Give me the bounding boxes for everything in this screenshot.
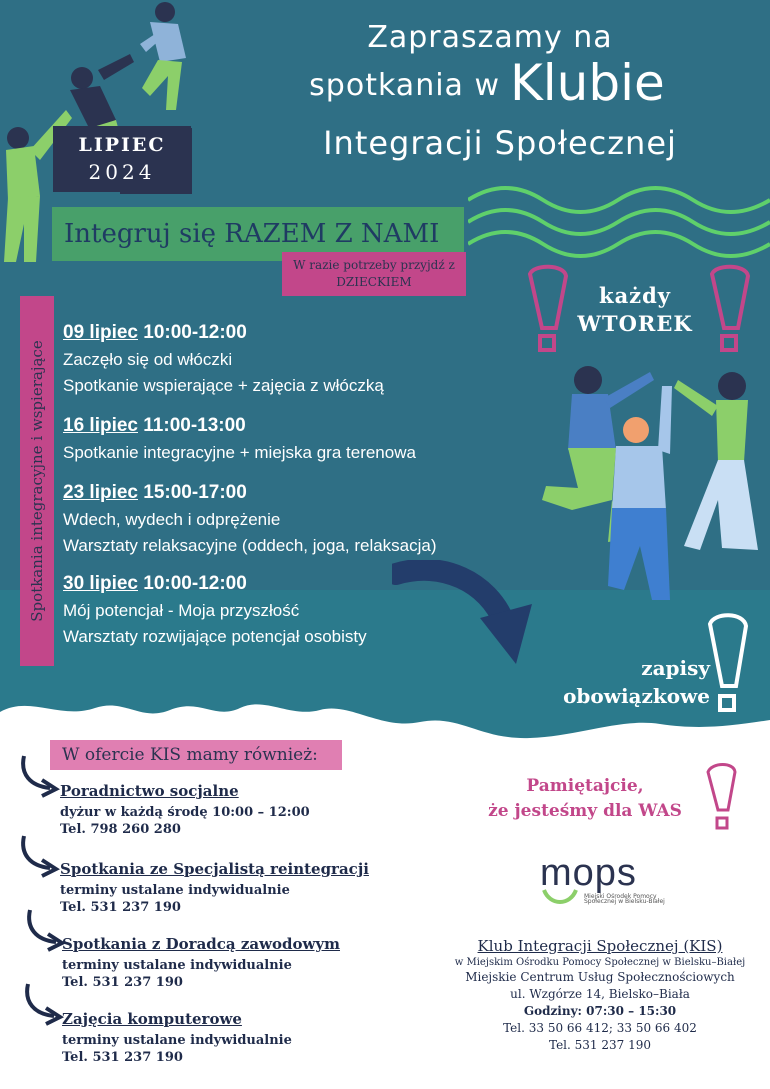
curved-arrow-icon <box>16 832 60 878</box>
green-waves-decoration <box>468 180 770 260</box>
event-line: Warsztaty rozwijające potencjał osobisty <box>63 627 367 646</box>
weekly-line-1: każdy <box>599 283 671 308</box>
signup-line-1: zapisy <box>641 656 710 680</box>
contact-block <box>440 937 760 1053</box>
event-time: 10:00-12:00 <box>143 573 247 594</box>
offer-item-title: Spotkania ze Specjalistą reintegracji <box>60 860 369 878</box>
address: ul. Wzgórze 14, Bielsko–Biała <box>510 987 690 1001</box>
offer-item-title: Spotkania z Doradcą zawodowym <box>62 935 340 953</box>
offer-item <box>60 782 310 837</box>
month-badge <box>53 126 191 192</box>
side-label-bar <box>20 296 54 666</box>
reminder-line-2: że jesteśmy dla WAS <box>488 801 682 821</box>
curved-arrow-icon <box>20 980 64 1026</box>
event-4 <box>63 573 367 647</box>
offer-item <box>62 1010 292 1065</box>
club-location: w Miejskim Ośrodku Pomocy Społecznej w Bielsku–Białej <box>454 957 746 968</box>
event-line: Warsztaty relaksacyjne (oddech, joga, relaksacja) <box>63 536 437 555</box>
signup-line-2: obowiązkowe <box>563 684 710 708</box>
title-line-2b: Klubie <box>510 54 665 112</box>
exclamation-icon <box>704 762 738 834</box>
offer-item-phone: Tel. 531 237 190 <box>60 900 181 915</box>
event-time: 15:00-17:00 <box>143 482 247 503</box>
curved-arrow-icon <box>16 752 60 798</box>
event-line: Spotkanie integracyjne + miejska gra terenowa <box>63 443 416 462</box>
mops-logo-sub-1: Miejski Ośrodek Pomocy <box>584 893 657 900</box>
exclamation-icon <box>704 264 754 356</box>
event-date: 09 lipiec <box>63 322 138 343</box>
event-date: 30 lipiec <box>63 573 138 594</box>
title-line-2a: spotkania w <box>309 68 500 103</box>
event-line: Wdech, wydech i odprężenie <box>63 510 281 529</box>
phone-number: Tel. 531 237 190 <box>549 1038 651 1052</box>
event-3 <box>63 482 437 556</box>
event-time: 10:00-12:00 <box>143 322 247 343</box>
offer-item-title: Poradnictwo socjalne <box>60 782 239 800</box>
offer-item-phone: Tel. 531 237 190 <box>62 975 183 990</box>
event-2 <box>63 415 416 463</box>
month-label: LIPIEC <box>78 134 166 156</box>
offer-item <box>62 935 340 990</box>
weekly-note <box>560 282 710 338</box>
offer-item-detail: dyżur w każdą środę 10:00 – 12:00 <box>60 805 310 820</box>
event-1 <box>63 322 384 396</box>
offer-item-title: Zajęcia komputerowe <box>62 1010 242 1028</box>
club-name: Klub Integracji Społecznej (KIS) <box>477 937 723 955</box>
event-line: Zaczęło się od włóczki <box>63 350 233 369</box>
together-banner: Integruj się RAZEM Z NAMI <box>52 207 464 261</box>
exclamation-icon <box>704 612 750 722</box>
offer-heading: W ofercie KIS mamy również: <box>50 740 342 770</box>
title-line-3: Integracji Społecznej <box>323 124 677 162</box>
event-line: Spotkanie wspierające + zajęcia z włóczką <box>63 376 384 395</box>
signup-note <box>510 654 710 710</box>
mops-logo-smile-icon <box>540 886 580 908</box>
weekly-line-2: WTOREK <box>577 311 693 336</box>
event-time: 11:00-13:00 <box>143 415 246 436</box>
offer-item-detail: terminy ustalane indywidualnie <box>62 958 292 973</box>
offer-item-phone: Tel. 798 260 280 <box>60 822 181 837</box>
year-label: 2024 <box>88 160 156 184</box>
offer-item-phone: Tel. 531 237 190 <box>62 1050 183 1065</box>
event-date: 16 lipiec <box>63 415 138 436</box>
children-note: W razie potrzeby przyjdź z DZIECKIEM <box>282 252 466 296</box>
offer-item <box>60 860 369 915</box>
phone-numbers: Tel. 33 50 66 412; 33 50 66 402 <box>503 1021 697 1035</box>
opening-hours: Godziny: 07:30 – 15:30 <box>523 1004 677 1018</box>
reminder-note <box>460 774 710 824</box>
offer-item-detail: terminy ustalane indywidualnie <box>60 883 290 898</box>
center-name: Miejskie Centrum Usług Społecznościowych <box>465 970 735 984</box>
mops-logo-word: mops <box>540 852 637 894</box>
event-line: Mój potencjał - Moja przyszłość <box>63 601 300 620</box>
offer-item-detail: terminy ustalane indywidualnie <box>62 1033 292 1048</box>
event-date: 23 lipiec <box>63 482 138 503</box>
high-five-people-illustration <box>512 350 770 620</box>
side-label: Spotkania integracyjne i wspierające <box>28 340 46 622</box>
mops-logo-sub-2: Społecznej w Bielsku-Białej <box>584 898 665 905</box>
title-line-1: Zapraszamy na <box>367 20 613 55</box>
reminder-line-1: Pamiętajcie, <box>526 776 644 796</box>
